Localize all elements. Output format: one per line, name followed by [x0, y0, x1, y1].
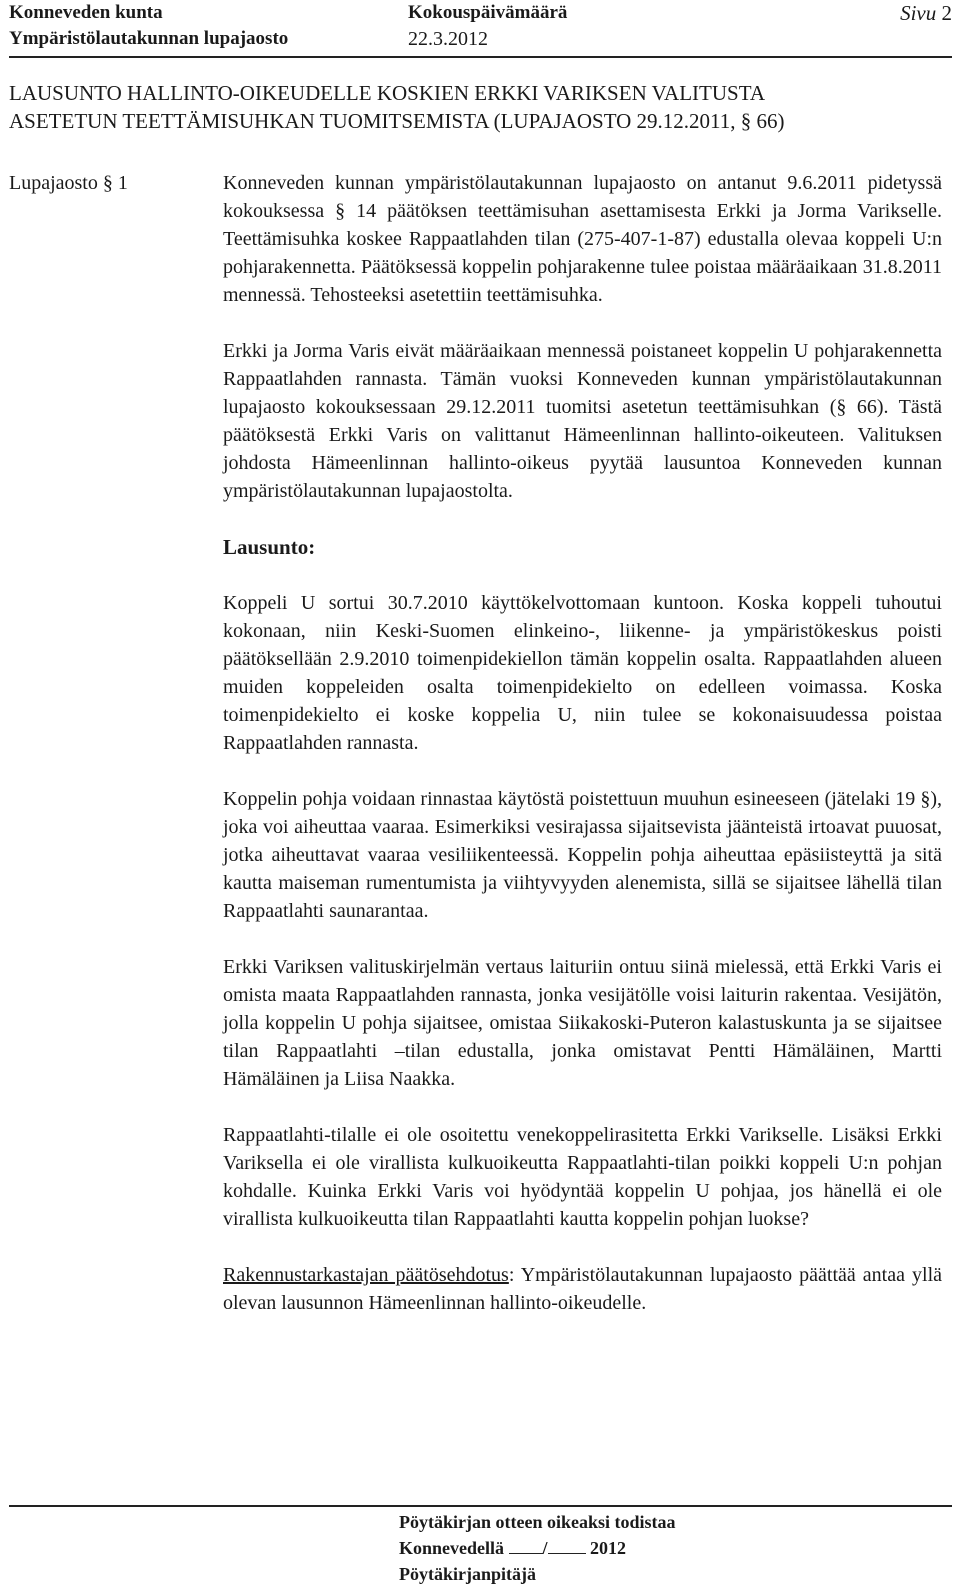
- proposal-text: : Ympäristölautakunnan lupajaosto päättää antaa yllä olevan lausunnon Hämeenlinnan hallinto-oikeudelle.: [223, 1264, 942, 1314]
- certification-place-date: [399, 1535, 676, 1561]
- header-divider: [9, 56, 952, 58]
- place-name: Konnevedellä: [399, 1538, 505, 1558]
- page-number-value: 2: [941, 1, 952, 25]
- statement-heading: Lausunto:: [223, 535, 316, 559]
- paragraph-statement-3: Erkki Variksen valituskirjelmän vertaus laituriin ontuu siinä mielessä, että Erkki Varis ei omista maata Rappaatlahden rannasta, jonka vesijätölle voisi laiturin rakentaa. Vesijätön, jolla koppelin U pohja sijaitsee, omistaa Siikakoski-Puteron kalastuskunta ja se sijaitsee tilan Rappaatlahti –tilan edustalla, jonka omistavat Pentti Hämäläinen, Martti Hämäläinen ja Liisa Naakka.: [223, 956, 942, 1090]
- title-line-2: ASETETUN TEETTÄMISUHKAN TUOMITSEMISTA (LUPAJAOSTO 29.12.2011, § 66): [9, 109, 785, 133]
- organization-block: [9, 0, 288, 52]
- paragraph-background: Konneveden kunnan ympäristölautakunnan lupajaosto on antanut 9.6.2011 pidetyssä kokouksessa § 14 päätöksen teettämisuhan asettamisesta Erkki ja Jorma Varikselle. Teettämisuhka koskee Rappaatlahden tilan (275-407-1-87) edustalla olevaa koppeli U:n pohjarakennetta. Päätöksessä koppelin pohjarakenne tulee poistaa määräaikaan 31.8.2011 mennessä. Tehosteeksi asetettiin teettämisuhka.: [223, 172, 942, 306]
- minutes-keeper: Pöytäkirjanpitäjä: [399, 1564, 536, 1584]
- title-line-1: LAUSUNTO HALLINTO-OIKEUDELLE KOSKIEN ERKKI VARIKSEN VALITUSTA: [9, 81, 766, 105]
- paragraph-proposal: [223, 1261, 942, 1317]
- paragraph-statement-2: Koppelin pohja voidaan rinnastaa käytöstä poistettuun muuhun esineeseen (jätelaki 19 §), joka voi aiheuttaa vaaraa. Esimerkiksi vesirajassa sijaitsevista jäänteistä irtoavat puuosat, jotka aiheuttavat vaaraa vesiliikenteessä. Koppelin pohja aiheuttaa epäsiisteyttä ja sitä kautta maiseman rumentumista ja viihtyvyyden alenemista, sillä se sijaitsee lähellä tilan Rappaatlahti saunarantaa.: [223, 788, 942, 922]
- footer-divider: [9, 1505, 952, 1507]
- meeting-date-label: Kokouspäivämäärä: [408, 2, 568, 23]
- certification-year: 2012: [590, 1538, 627, 1558]
- proposal-label: Rakennustarkastajan päätösehdotus: [223, 1264, 509, 1286]
- paragraph-statement-4: Rappaatlahti-tilalle ei ole osoitettu venekoppelirasitetta Erkki Varikselle. Lisäksi Erkki Variksella ei ole virallista kulkuoikeutta Rappaatlahti-tilan poikki koppeli U:n pohjan kohdalle. Kuinka Erkki Varis voi hyödyntää koppelin U pohjaa, jos hänellä ei ole virallista kulkuoikeutta tilan Rappaatlahti kautta koppelin pohjan luokse?: [223, 1124, 942, 1230]
- section-label: Lupajaosto § 1: [9, 172, 128, 194]
- page-footer: [399, 1509, 676, 1587]
- page-number: [900, 0, 952, 26]
- meeting-date: 22.3.2012: [408, 28, 488, 50]
- document-title: [9, 79, 785, 135]
- page-word: Sivu: [900, 1, 937, 25]
- month-blank: [548, 1537, 586, 1554]
- paragraph-appeal: Erkki ja Jorma Varis eivät määräaikaan mennessä poistaneet koppelin U pohjarakennetta Rappaatlahden rannasta. Tämän vuoksi Konneveden kunnan ympäristölautakunnan lupajaosto kokouksessaan 29.12.2011 tuomitsi asetetun teettämisuhkan (§ 66). Tästä päätöksestä Erkki Varis on valittanut Hämeenlinnan hallinto-oikeuteen. Valituksen johdosta Hämeenlinnan hallinto-oikeus pyytää lausuntoa Konneveden kunnan ympäristölautakunnan lupajaostolta.: [223, 340, 942, 502]
- meeting-date-block: [408, 0, 567, 52]
- page-header: [9, 0, 952, 60]
- day-blank: [509, 1537, 543, 1554]
- certification-text: Pöytäkirjan otteen oikeaksi todistaa: [399, 1512, 676, 1532]
- body-text: [223, 169, 942, 1317]
- org-unit: Ympäristölautakunnan lupajaosto: [9, 28, 289, 49]
- paragraph-statement-1: Koppeli U sortui 30.7.2010 käyttökelvottomaan kuntoon. Koska koppeli tuhoutui kokonaan, niin Keski-Suomen elinkeino-, liikenne- ja ympäristökeskus poisti päätöksellään 2.9.2010 toimenpidekiellon tämän koppelin osalta. Rappaatlahden alueen muiden koppeleiden osalta toimenpidekielto on edelleen voimassa. Koska toimenpidekielto ei koske koppelia U, niin tulee se kokonaisuudessa poistaa Rappaatlahden rannasta.: [223, 592, 942, 754]
- org-name: Konneveden kunta: [9, 2, 163, 23]
- date-slash: /: [542, 1538, 548, 1558]
